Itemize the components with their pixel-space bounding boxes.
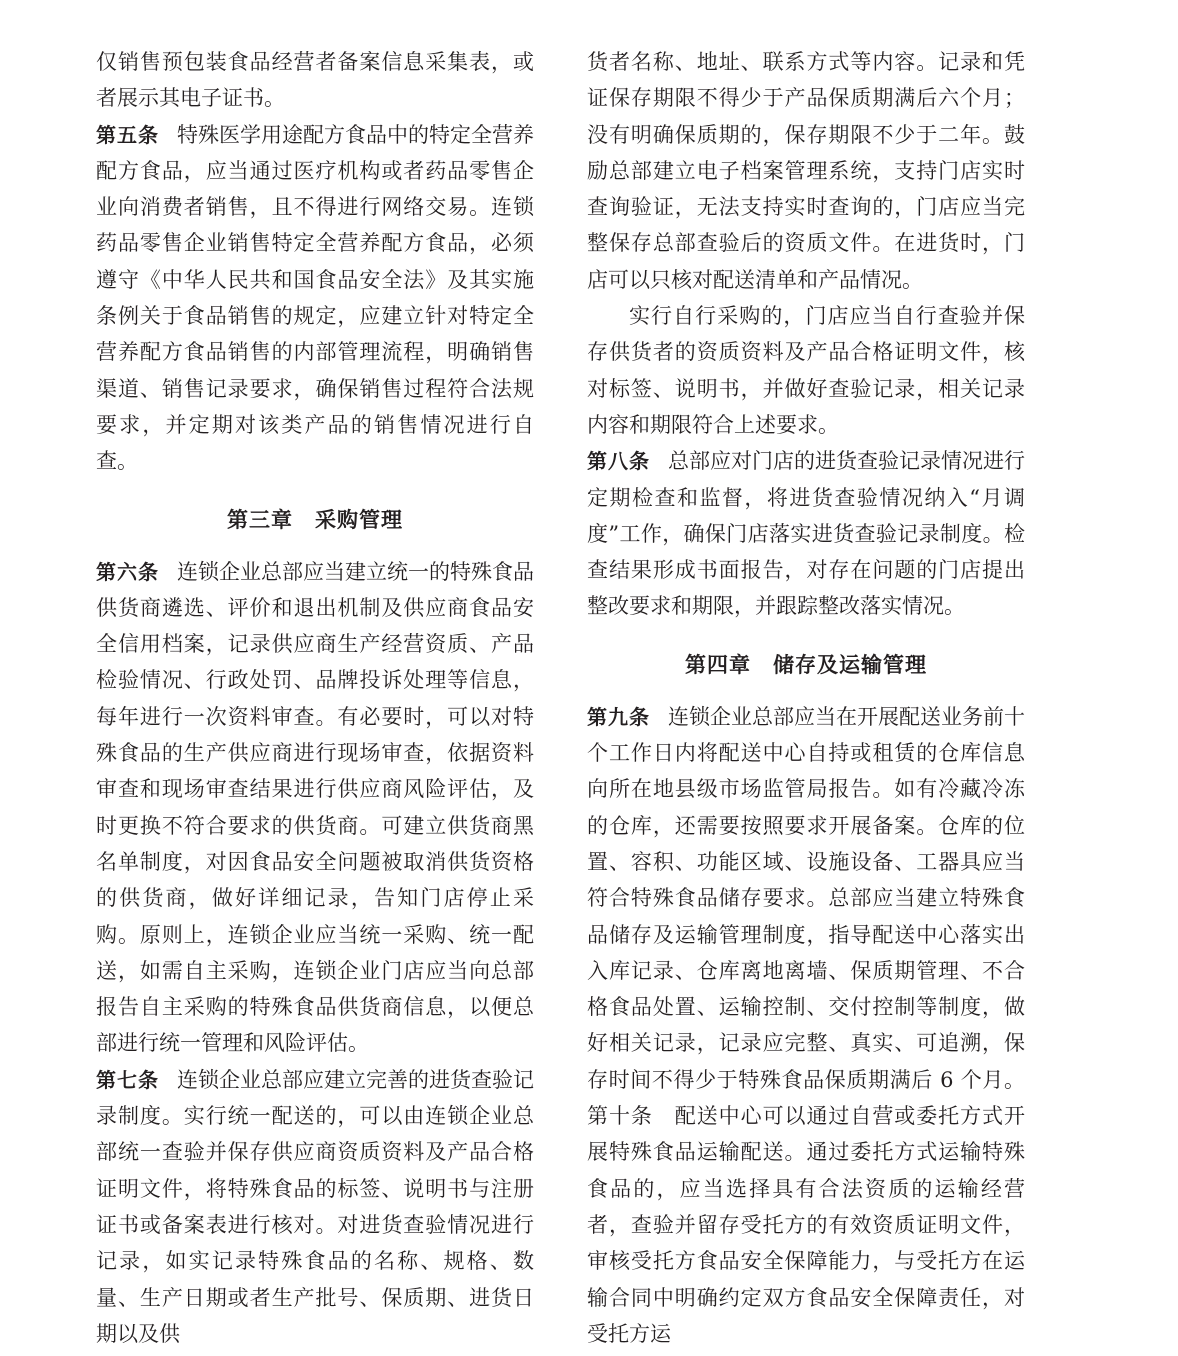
article-number: 第八条: [587, 449, 650, 474]
article-8: [587, 443, 1025, 624]
chapter-heading-3: 第三章 采购管理: [227, 507, 403, 532]
article-text: 总部应对门店的进货查验记录情况进行定期检查和监督，将进货查验情况纳入“月调度”工作，确保门店落实进货查验记录制度。检查结果形成书面报告，对存在问题的门店提出整改要求和期限，并跟踪整改落实情况。: [587, 449, 1025, 619]
article-6: [96, 554, 534, 1062]
article-number: 第七条: [96, 1067, 159, 1092]
article-number: 第九条: [587, 704, 650, 729]
right-column: [587, 44, 1025, 1352]
paragraph-continuation: [96, 44, 534, 117]
article-5: [96, 117, 534, 480]
article-number: 第六条: [96, 559, 159, 584]
paragraph-text: 货者名称、地址、联系方式等内容。记录和凭证保存期限不得少于产品保质期满后六个月；没有明确保质期的，保存期限不少于二年。鼓励总部建立电子档案管理系统，支持门店实时查询验证，无法支持实时查询的，门店应当完整保存总部查验后的资质文件。在进货时，门店可以只核对配送清单和产品情况。: [587, 50, 1025, 292]
article-text: 特殊医学用途配方食品中的特定全营养配方食品，应当通过医疗机构或者药品零售企业向消费者销售，且不得进行网络交易。连锁药品零售企业销售特定全营养配方食品，必须遵守《中华人民共和国食品安全法》及其实施条例关于食品销售的规定，应建立针对特定全营养配方食品销售的内部管理流程，明确销售渠道、销售记录要求，确保销售过程符合法规要求，并定期对该类产品的销售情况进行自查。: [96, 122, 534, 474]
paragraph-continuation: [587, 44, 1025, 298]
article-7: [96, 1062, 534, 1352]
article-text: 连锁企业总部应当建立统一的特殊食品供货商遴选、评价和退出机制及供应商食品安全信用档案，记录供应商生产经营资质、产品检验情况、行政处罚、品牌投诉处理等信息，每年进行一次资料审查。有必要时，可以对特殊食品的生产供应商进行现场审查，依据资料审查和现场审查结果进行供应商风险评估，及时更换不符合要求的供货商。可建立供货商黑名单制度，对因食品安全问题被取消供货资格的供货商，做好详细记录，告知门店停止采购。原则上，连锁企业应当统一采购、统一配送，如需自主采购，连锁企业门店应当向总部报告自主采购的特殊食品供货商信息，以便总部进行统一管理和风险评估。: [96, 559, 534, 1056]
article-number: 第五条: [96, 122, 159, 147]
paragraph-self-purchase: [587, 298, 1025, 443]
left-column: [96, 44, 534, 1352]
paragraph-text: 实行自行采购的，门店应当自行查验并保存供货者的资质资料及产品合格证明文件，核对标签、说明书，并做好查验记录，相关记录内容和期限符合上述要求。: [587, 304, 1025, 437]
chapter-heading-4: 第四章 储存及运输管理: [685, 652, 927, 677]
article-text: 连锁企业总部应当在开展配送业务前十个工作日内将配送中心自持或租赁的仓库信息向所在地县级市场监管局报告。如有冷藏冷冻的仓库，还需要按照要求开展备案。仓库的位置、容积、功能区域、设施设备、工器具应当符合特殊食品储存要求。总部应当建立特殊食品储存及运输管理制度，指导配送中心落实出入库记录、仓库离地离墙、保质期管理、不合格食品处置、运输控制、交付控制等制度，做好相关记录，记录应完整、真实、可追溯，保存时间不得少于特殊食品保质期满后 6 个月。第十条 配送中心可以通过自营或委托方式开展特殊食品运输配送。通过委托方式运输特殊食品的，应当选择具有合法资质的运输经营者，查验并留存受托方的有效资质证明文件，审核受托方食品安全保障能力，与受托方在运输合同中明确约定双方食品安全保障责任，对受托方运: [587, 704, 1025, 1346]
article-9: [587, 699, 1025, 1352]
paragraph-text: 仅销售预包装食品经营者备案信息采集表，或者展示其电子证书。: [96, 50, 534, 111]
article-text: 连锁企业总部应建立完善的进货查验记录制度。实行统一配送的，可以由连锁企业总部统一查验并保存供应商资质资料及产品合格证明文件，将特殊食品的标签、说明书与注册证书或备案表进行核对。对进货查验情况进行记录，如实记录特殊食品的名称、规格、数量、生产日期或者生产批号、保质期、进货日期以及供: [96, 1067, 534, 1346]
